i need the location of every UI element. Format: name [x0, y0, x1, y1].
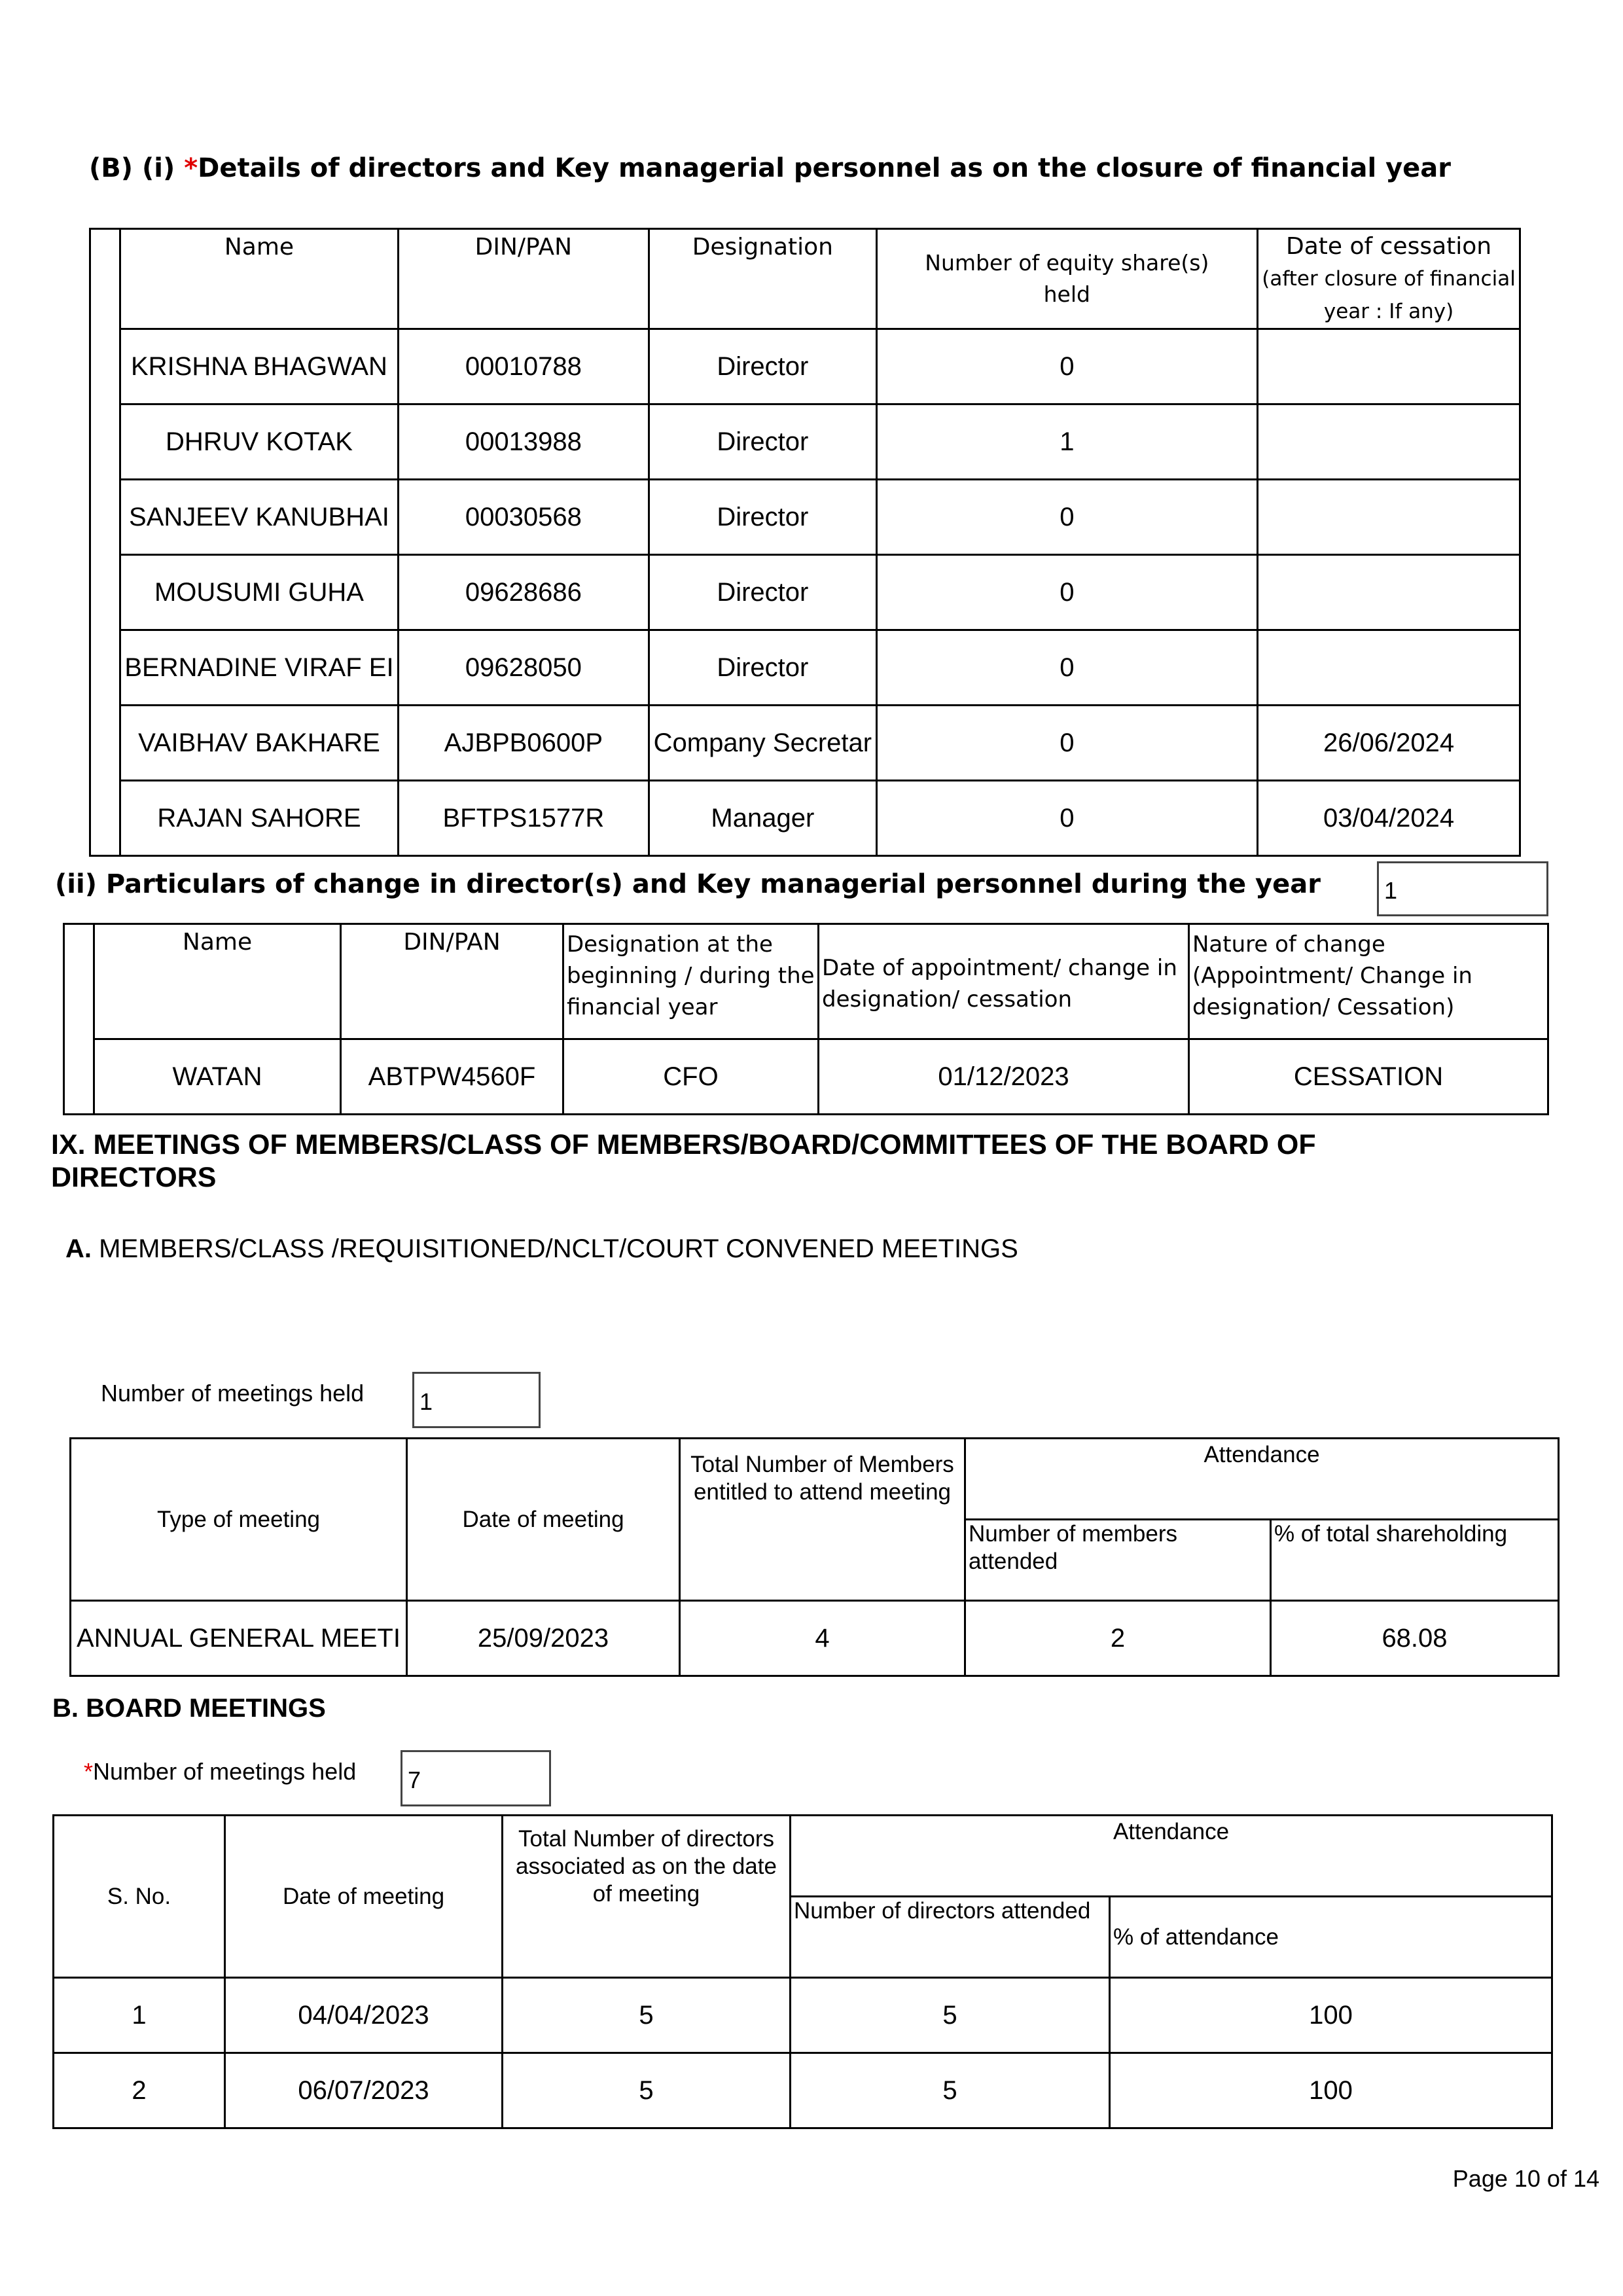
director-equity: 0 [876, 329, 1258, 404]
section-a-letter: A. [65, 1234, 92, 1263]
board-meetings-table [52, 1814, 1553, 2129]
director-cessation [1258, 555, 1520, 630]
director-cessation: 26/06/2024 [1258, 706, 1520, 781]
header-name: Name [120, 229, 398, 329]
section-b-title-text: Details of directors and Key managerial personnel as on the closure of financial year [198, 153, 1452, 183]
header-din: DIN/PAN [398, 229, 649, 329]
director-name: RAJAN SAHORE [120, 781, 398, 856]
table-row [90, 329, 1520, 404]
director-equity: 1 [876, 404, 1258, 480]
section-ix-title-line1: IX. MEETINGS OF MEMBERS/CLASS OF MEMBERS/BOARD/COMMITTEES OF THE BOARD OF [51, 1129, 1316, 1160]
change-count-field[interactable]: 1 [1377, 861, 1548, 916]
board-header-total: Total Number of directors associated as on the date of meeting [503, 1816, 791, 1978]
board-header-attendance: Attendance [791, 1816, 1552, 1897]
members-meetings-count-field[interactable]: 1 [412, 1372, 541, 1428]
director-designation: Director [649, 480, 876, 555]
section-ix-title-line2: DIRECTORS [51, 1162, 217, 1193]
members-attended: 2 [965, 1601, 1271, 1676]
director-designation: Manager [649, 781, 876, 856]
change-din: ABTPW4560F [341, 1039, 563, 1115]
board-sno: 2 [54, 2053, 225, 2128]
change-name: WATAN [94, 1039, 341, 1115]
table-row [90, 480, 1520, 555]
members-header-type: Type of meeting [71, 1439, 407, 1601]
row-gutter [90, 229, 120, 856]
directors-table [89, 228, 1521, 857]
members-pct: 68.08 [1271, 1601, 1559, 1676]
table-row [54, 1978, 1552, 2053]
change-header-nature: Nature of change (Appointment/ Change in designation/ Cessation) [1189, 924, 1548, 1039]
director-din: BFTPS1577R [398, 781, 649, 856]
members-header-pct: % of total shareholding [1271, 1520, 1559, 1601]
change-nature: CESSATION [1189, 1039, 1548, 1115]
members-header-date: Date of meeting [407, 1439, 680, 1601]
director-equity: 0 [876, 706, 1258, 781]
director-cessation [1258, 329, 1520, 404]
director-designation: Director [649, 329, 876, 404]
change-header-name: Name [94, 924, 341, 1039]
director-din: 09628686 [398, 555, 649, 630]
board-header-pct: % of attendance [1110, 1897, 1552, 1978]
director-name: SANJEEV KANUBHAI [120, 480, 398, 555]
board-sno: 1 [54, 1978, 225, 2053]
director-name: VAIBHAV BAKHARE [120, 706, 398, 781]
director-din: 00010788 [398, 329, 649, 404]
header-designation: Designation [649, 229, 876, 329]
header-cessation-label: Date of cessation [1286, 233, 1492, 260]
table-row [90, 630, 1520, 706]
board-date: 04/04/2023 [225, 1978, 503, 2053]
director-din: AJBPB0600P [398, 706, 649, 781]
header-cessation [1258, 229, 1520, 329]
section-ix-title [51, 1128, 1316, 1194]
table-row [90, 404, 1520, 480]
page-number: Page 10 of 14 [1452, 2165, 1599, 2192]
board-date: 06/07/2023 [225, 2053, 503, 2128]
director-equity: 0 [876, 781, 1258, 856]
board-attended: 5 [791, 1978, 1110, 2053]
row-gutter [64, 924, 94, 1115]
board-header-date: Date of meeting [225, 1816, 503, 1978]
header-equity: Number of equity share(s) held [876, 229, 1258, 329]
director-designation: Director [649, 630, 876, 706]
director-name: DHRUV KOTAK [120, 404, 398, 480]
director-designation: Company Secretar [649, 706, 876, 781]
section-bii-title: (ii) Particulars of change in director(s) and Key managerial personnel during the year [55, 869, 1321, 899]
board-pct: 100 [1110, 1978, 1552, 2053]
section-a-text: MEMBERS/CLASS /REQUISITIONED/NCLT/COURT CONVENED MEETINGS [99, 1234, 1018, 1263]
board-pct: 100 [1110, 2053, 1552, 2128]
table-row [90, 555, 1520, 630]
board-meetings-label [84, 1758, 356, 1785]
board-meetings-title: B. BOARD MEETINGS [52, 1694, 326, 1723]
director-cessation [1258, 404, 1520, 480]
change-header-din: DIN/PAN [341, 924, 563, 1039]
director-equity: 0 [876, 630, 1258, 706]
director-equity: 0 [876, 480, 1258, 555]
director-name: KRISHNA BHAGWAN [120, 329, 398, 404]
change-date: 01/12/2023 [819, 1039, 1189, 1115]
director-din: 00013988 [398, 404, 649, 480]
director-din: 09628050 [398, 630, 649, 706]
members-total: 4 [680, 1601, 965, 1676]
director-cessation [1258, 630, 1520, 706]
change-designation: CFO [563, 1039, 819, 1115]
board-header-attended: Number of directors attended [791, 1897, 1110, 1978]
board-attended: 5 [791, 2053, 1110, 2128]
table-row [90, 706, 1520, 781]
director-designation: Director [649, 555, 876, 630]
change-table [63, 923, 1549, 1115]
table-row [64, 1039, 1548, 1115]
members-header-attendance: Attendance [965, 1439, 1559, 1520]
director-name: BERNADINE VIRAF EI [120, 630, 398, 706]
header-cessation-note: (after closure of financial year : If any) [1262, 267, 1516, 323]
members-type: ANNUAL GENERAL MEETI [71, 1601, 407, 1676]
section-a-title [65, 1234, 1018, 1264]
director-name: MOUSUMI GUHA [120, 555, 398, 630]
required-asterisk: * [84, 1758, 94, 1785]
director-equity: 0 [876, 555, 1258, 630]
board-total: 5 [503, 2053, 791, 2128]
board-meetings-label-text: Number of meetings held [93, 1758, 357, 1785]
table-row [90, 781, 1520, 856]
board-meetings-count-field[interactable]: 7 [401, 1750, 551, 1806]
change-header-date: Date of appointment/ change in designation/ cessation [819, 924, 1189, 1039]
director-cessation [1258, 480, 1520, 555]
board-header-sno: S. No. [54, 1816, 225, 1978]
table-row [54, 2053, 1552, 2128]
members-date: 25/09/2023 [407, 1601, 680, 1676]
members-meetings-table [69, 1437, 1560, 1677]
members-meetings-label: Number of meetings held [101, 1380, 365, 1407]
director-cessation: 03/04/2024 [1258, 781, 1520, 856]
table-row [71, 1601, 1559, 1676]
director-din: 00030568 [398, 480, 649, 555]
required-asterisk: * [184, 153, 198, 183]
board-total: 5 [503, 1978, 791, 2053]
section-b-prefix: (B) (i) [89, 153, 175, 183]
members-header-total: Total Number of Members entitled to attend meeting [680, 1439, 965, 1601]
change-header-designation: Designation at the beginning / during the financial year [563, 924, 819, 1039]
members-header-attended: Number of members attended [965, 1520, 1271, 1601]
director-designation: Director [649, 404, 876, 480]
section-b-title [89, 153, 1451, 183]
